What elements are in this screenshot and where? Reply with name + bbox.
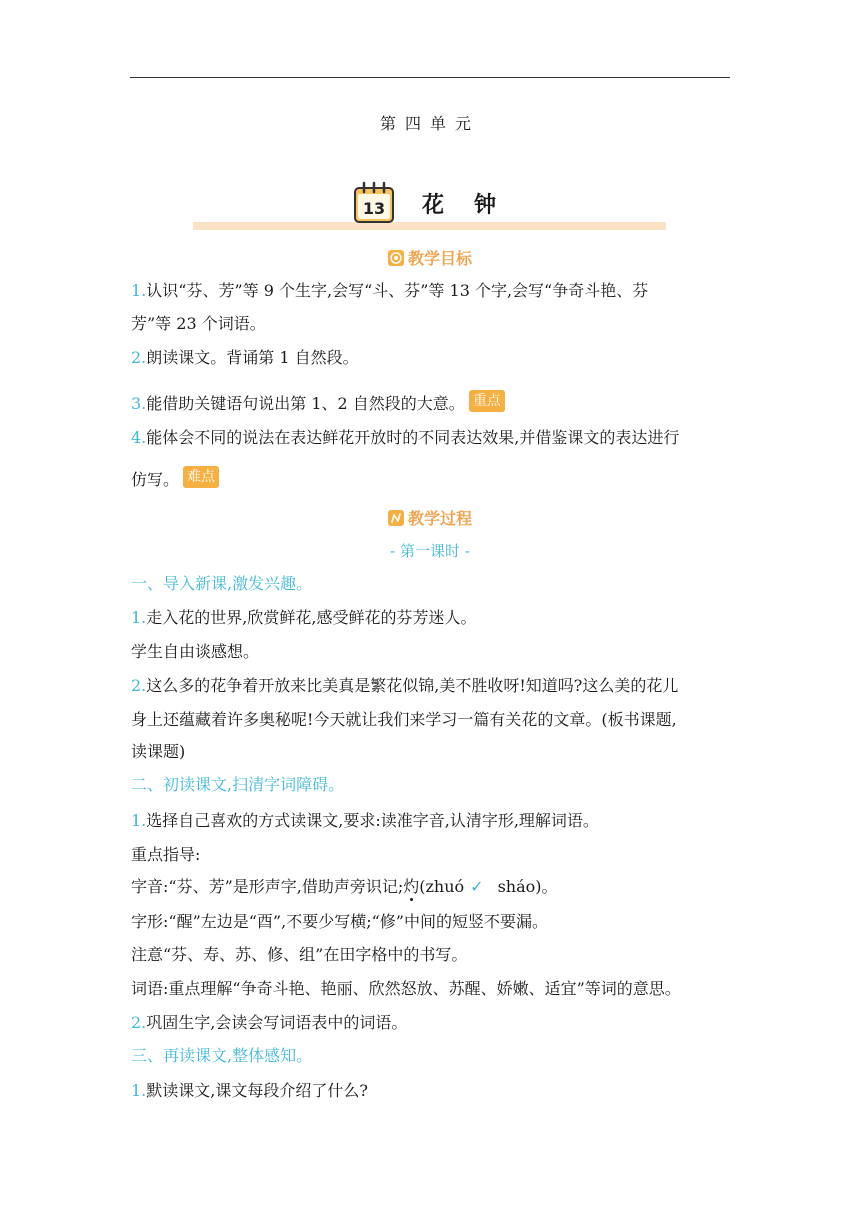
goal-number: 2. <box>131 348 147 367</box>
lesson-title: 花钟 <box>422 192 527 218</box>
dotted-char: 灼 <box>403 877 420 896</box>
step-1-item-2 <box>131 676 678 696</box>
step-1-item-2-cont2: 读课题) <box>131 742 186 761</box>
goal-text: 朗读课文。背诵第 1 自然段。 <box>146 348 359 367</box>
goal-item-1 <box>131 281 648 301</box>
item-number: 2. <box>131 676 147 695</box>
step-2-shape: 字形:“醒”左边是“酉”,不要少写横;“修”中间的短竖不要漏。 <box>131 912 548 931</box>
process-heading-text: 教学过程 <box>407 509 472 528</box>
item-number: 1. <box>131 811 147 830</box>
goals-heading <box>0 246 860 269</box>
goal-text: 仿写。 <box>131 470 180 489</box>
unit-heading: 第四单元 <box>379 114 480 133</box>
step-2-note: 注意“芬、寿、苏、修、组”在田字格中的书写。 <box>131 945 468 964</box>
goal-number: 1. <box>131 281 147 300</box>
goal-item-4 <box>131 428 679 448</box>
goal-number: 3. <box>131 394 147 413</box>
key-point-badge: 重点 <box>469 390 505 412</box>
check-icon: ✓ <box>470 877 484 896</box>
item-text: 走入花的世界,欣赏鲜花,感受鲜花的芬芳迷人。 <box>146 608 477 627</box>
difficulty-badge: 难点 <box>183 466 219 488</box>
calendar-icon <box>352 180 396 224</box>
step-3-item-1 <box>131 1081 368 1101</box>
item-text: 默读课文,课文每段介绍了什么? <box>146 1081 368 1100</box>
pron-pinyin-2: sháo)。 <box>497 877 558 896</box>
process-heading <box>0 506 860 529</box>
goal-item-4-cont <box>131 466 219 490</box>
item-number: 1. <box>131 608 147 627</box>
step-2-guide: 重点指导: <box>131 845 201 864</box>
step-1-item-2-cont: 身上还蕴藏着许多奥秘呢!今天就让我们来学习一篇有关花的文章。(板书课题, <box>131 710 677 729</box>
step-1-item-1 <box>131 608 476 628</box>
title-band <box>193 222 666 230</box>
lesson-number: 13 <box>362 199 386 218</box>
goal-item-1-cont: 芳”等 23 个词语。 <box>131 314 266 333</box>
step-2-item-2 <box>131 1013 407 1033</box>
goal-item-3 <box>131 390 505 414</box>
pron-pinyin: (zhuó <box>419 877 465 896</box>
item-number: 2. <box>131 1013 147 1032</box>
item-number: 1. <box>131 1081 147 1100</box>
step-2-title: 二、初读课文,扫清字词障碍。 <box>131 775 345 794</box>
goal-text: 认识“芬、芳”等 9 个生字,会写“斗、芬”等 13 个字,会写“争奇斗艳、芬 <box>146 281 649 300</box>
item-text: 选择自己喜欢的方式读课文,要求:读准字音,认清字形,理解词语。 <box>146 811 599 830</box>
goal-item-2 <box>131 348 359 368</box>
target-icon <box>388 250 404 266</box>
pron-text: 字音:“芬、芳”是形声字,借助声旁识记; <box>131 877 404 896</box>
step-2-item-1 <box>131 811 599 831</box>
goals-heading-text: 教学目标 <box>407 249 472 268</box>
step-3-title: 三、再读课文,整体感知。 <box>131 1046 313 1065</box>
process-icon <box>388 510 404 526</box>
header-rule <box>130 77 730 78</box>
step-1-title: 一、导入新课,激发兴趣。 <box>131 574 313 593</box>
step-2-words: 词语:重点理解“争奇斗艳、艳丽、欣然怒放、苏醒、娇嫩、适宜”等词的意思。 <box>131 979 681 998</box>
goal-text: 能借助关键语句说出第 1、2 自然段的大意。 <box>146 394 465 413</box>
step-1-note: 学生自由谈感想。 <box>131 642 260 661</box>
item-text: 巩固生字,会读会写词语表中的词语。 <box>146 1013 408 1032</box>
goal-text: 能体会不同的说法在表达鲜花开放时的不同表达效果,并借鉴课文的表达进行 <box>146 428 680 447</box>
item-text: 这么多的花争着开放来比美真是繁花似锦,美不胜收呀!知道吗?这么美的花儿 <box>146 676 679 695</box>
goal-number: 4. <box>131 428 147 447</box>
period-heading: - 第一课时 - <box>390 542 470 560</box>
step-2-pronunciation <box>131 877 558 897</box>
